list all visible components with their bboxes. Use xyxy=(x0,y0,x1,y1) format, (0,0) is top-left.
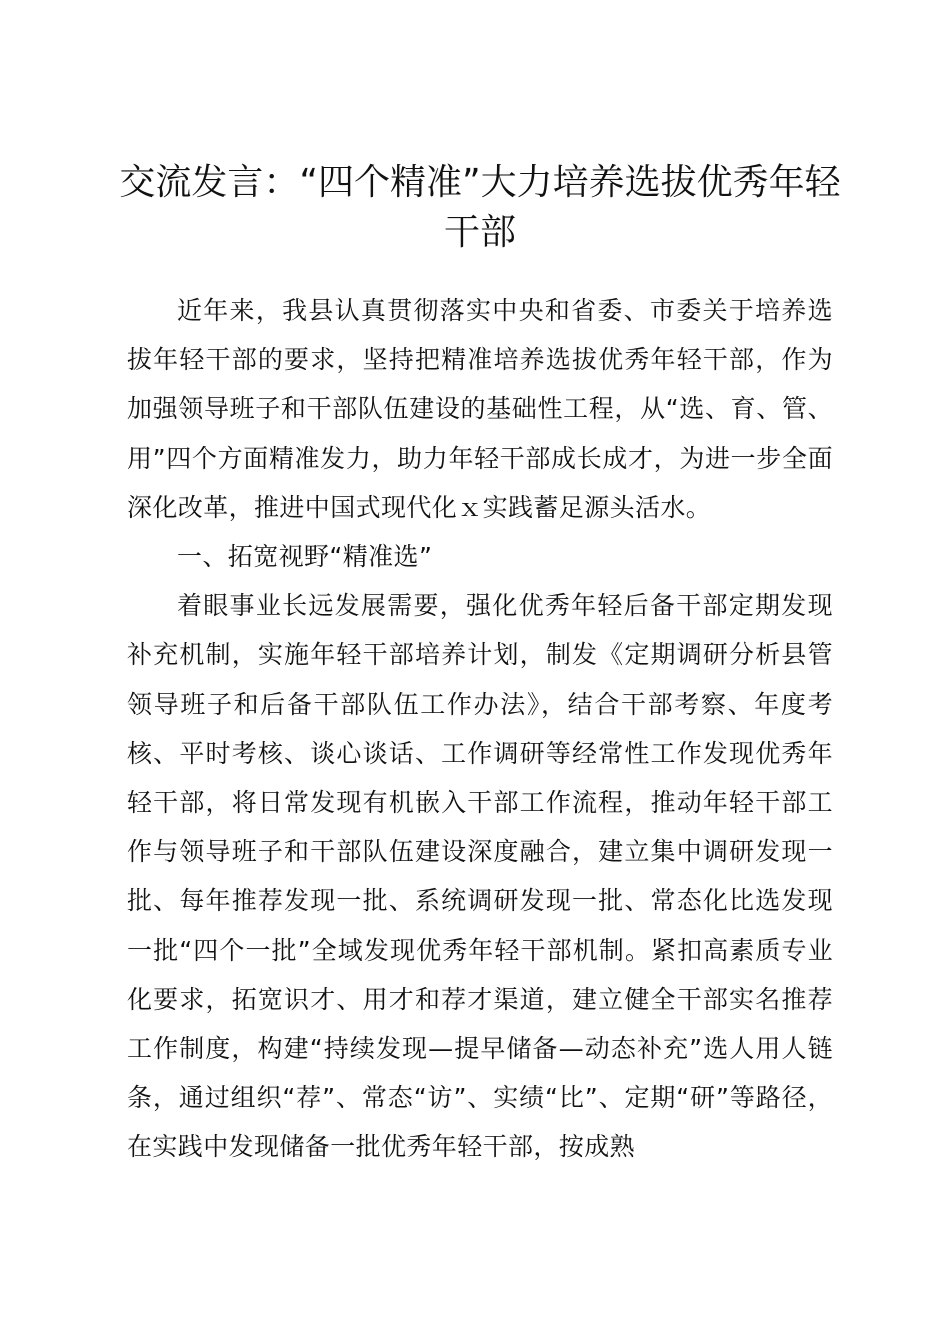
section-heading: 一、拓宽视野“精准选” xyxy=(177,542,433,572)
document-title: 交流发言：“四个精准”大力培养选拔优秀年轻干部 xyxy=(119,162,841,253)
document-body xyxy=(127,286,833,1172)
section-paragraph: 着眼事业长远发展需要，强化优秀年轻后备干部定期发现补充机制，实施年轻干部培养计划，制发《定期调研分析县管领导班子和后备干部队伍工作办法》，结合干部考察、年度考核、平时考核、谈心谈话、工作调研等经常性工作发现优秀年轻干部，将日常发现有机嵌入干部工作流程，推动年轻干部工作与领导班子和干部队伍建设深度融合，建立集中调研发现一批、每年推荐发现一批、系统调研发现一批、常态化比选发现一批“四个一批”全域发现优秀年轻干部机制。紧扣高素质专业化要求，拓宽识才、用才和荐才渠道，建立健全干部实名推荐工作制度，构建“持续发现—提早储备—动态补充”选人用人链条，通过组织“荐”、常态“访”、实绩“比”、定期“研”等路径，在实践中发现储备一批优秀年轻干部，按成熟 xyxy=(127,591,833,1162)
intro-paragraph: 近年来，我县认真贯彻落实中央和省委、市委关于培养选拔年轻干部的要求，坚持把精准培养选拔优秀年轻干部，作为加强领导班子和干部队伍建设的基础性工程，从“选、育、管、用”四个方面精准发力，助力年轻干部成长成才，为进一步全面深化改革，推进中国式现代化ｘ实践蓄足源头活水。 xyxy=(127,296,833,522)
